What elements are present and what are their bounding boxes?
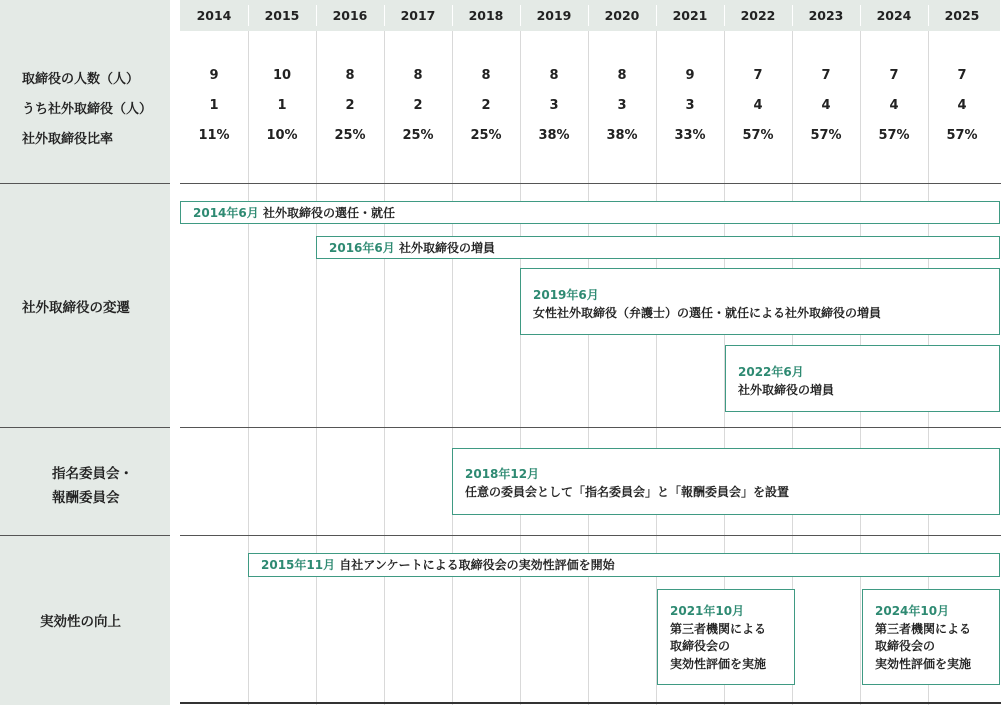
section-label-committee-1: 指名委員会・ — [52, 466, 133, 482]
header-corner — [0, 0, 170, 31]
divider — [180, 535, 1001, 536]
table-cell: 4 — [957, 98, 967, 113]
year-header — [180, 0, 1000, 31]
divider — [180, 427, 1001, 428]
table-cell: 57% — [878, 128, 910, 143]
event-2016-06 — [316, 236, 1000, 259]
event-text-line: 実効性評価を実施 — [875, 656, 972, 671]
event-text-line: 取締役会の — [875, 639, 936, 653]
table-cell: 7 — [957, 68, 967, 83]
board-count-row — [180, 68, 996, 88]
event-date: 2019年6月 — [533, 288, 599, 302]
table-cell: 2 — [481, 98, 491, 113]
year-2020: 2020 — [604, 8, 640, 23]
table-cell: 1 — [277, 98, 287, 113]
table-cell: 9 — [685, 68, 695, 83]
divider — [0, 535, 170, 536]
table-cell: 8 — [617, 68, 627, 83]
table-cell: 10% — [266, 128, 298, 143]
event-text-line: 実効性評価を実施 — [670, 656, 767, 671]
year-2021: 2021 — [672, 8, 708, 23]
section-label-effectiveness: 実効性の向上 — [40, 614, 121, 630]
table-cell: 7 — [889, 68, 899, 83]
table-cell: 8 — [549, 68, 559, 83]
event-text-line: 取締役会の — [670, 639, 731, 653]
event-text: 社外取締役の選任・就任 — [262, 206, 395, 220]
event-date: 2021年10月 — [670, 604, 745, 618]
year-2018: 2018 — [468, 8, 504, 23]
event-2018-12 — [452, 448, 1000, 515]
table-cell: 11% — [198, 128, 230, 143]
table-cell: 25% — [334, 128, 366, 143]
table-cell: 57% — [810, 128, 842, 143]
outside-ratio-label: 社外取締役比率 — [22, 132, 114, 147]
event-date: 2014年6月 — [193, 206, 259, 220]
year-2017: 2017 — [400, 8, 436, 23]
table-cell: 4 — [753, 98, 763, 113]
table-cell: 4 — [889, 98, 899, 113]
year-2015: 2015 — [264, 8, 300, 23]
table-cell: 25% — [402, 128, 434, 143]
year-2019: 2019 — [536, 8, 572, 23]
year-2023: 2023 — [808, 8, 844, 23]
table-cell: 7 — [753, 68, 763, 83]
year-2014: 2014 — [196, 8, 232, 23]
table-cell: 57% — [946, 128, 978, 143]
section-label-outside-directors: 社外取締役の変遷 — [22, 300, 130, 316]
event-date: 2022年6月 — [738, 365, 804, 379]
table-cell: 9 — [209, 68, 219, 83]
table-cell: 8 — [345, 68, 355, 83]
table-cell: 3 — [617, 98, 627, 113]
divider — [180, 183, 1001, 184]
event-text: 任意の委員会として「指名委員会」と「報酬委員会」を設置 — [465, 485, 790, 499]
event-text: 社外取締役の増員 — [738, 383, 835, 397]
table-cell: 33% — [674, 128, 706, 143]
year-2025: 2025 — [944, 8, 980, 23]
table-cell: 8 — [481, 68, 491, 83]
year-2016: 2016 — [332, 8, 368, 23]
table-cell: 1 — [209, 98, 219, 113]
section-label-committee-2: 報酬委員会 — [52, 490, 120, 506]
bottom-border — [180, 702, 1001, 704]
event-date: 2018年12月 — [465, 467, 540, 481]
event-2024-10 — [862, 589, 1000, 685]
event-2015-11 — [248, 553, 1000, 577]
event-text: 自社アンケートによる取締役会の実効性評価を開始 — [339, 558, 615, 572]
event-text: 女性社外取締役（弁護士）の選任・就任による社外取締役の増員 — [533, 306, 882, 320]
table-cell: 2 — [345, 98, 355, 113]
table-cell: 38% — [606, 128, 638, 143]
year-2022: 2022 — [740, 8, 776, 23]
table-cell: 10 — [272, 68, 292, 83]
outside-count-label: うち社外取締役（人） — [22, 102, 153, 117]
table-cell: 3 — [549, 98, 559, 113]
divider — [0, 427, 170, 428]
event-2019-06 — [520, 268, 1000, 335]
table-cell: 8 — [413, 68, 423, 83]
table-cell: 25% — [470, 128, 502, 143]
event-2014-06 — [180, 201, 1000, 224]
event-2022-06 — [725, 345, 1000, 412]
event-text-line: 第三者機関による — [670, 621, 767, 636]
event-date: 2016年6月 — [329, 241, 395, 255]
event-2021-10 — [657, 589, 795, 685]
event-date: 2024年10月 — [875, 604, 950, 618]
event-text: 社外取締役の増員 — [398, 241, 495, 255]
table-cell: 57% — [742, 128, 774, 143]
table-cell: 7 — [821, 68, 831, 83]
divider — [0, 183, 170, 184]
outside-ratio-row — [180, 128, 996, 148]
table-cell: 38% — [538, 128, 570, 143]
event-date: 2015年11月 — [261, 558, 336, 572]
board-count-label: 取締役の人数（人） — [22, 72, 140, 87]
outside-count-row — [180, 98, 996, 118]
table-cell: 4 — [821, 98, 831, 113]
year-2024: 2024 — [876, 8, 912, 23]
table-cell: 2 — [413, 98, 423, 113]
event-text-line: 第三者機関による — [875, 621, 972, 636]
table-cell: 3 — [685, 98, 695, 113]
